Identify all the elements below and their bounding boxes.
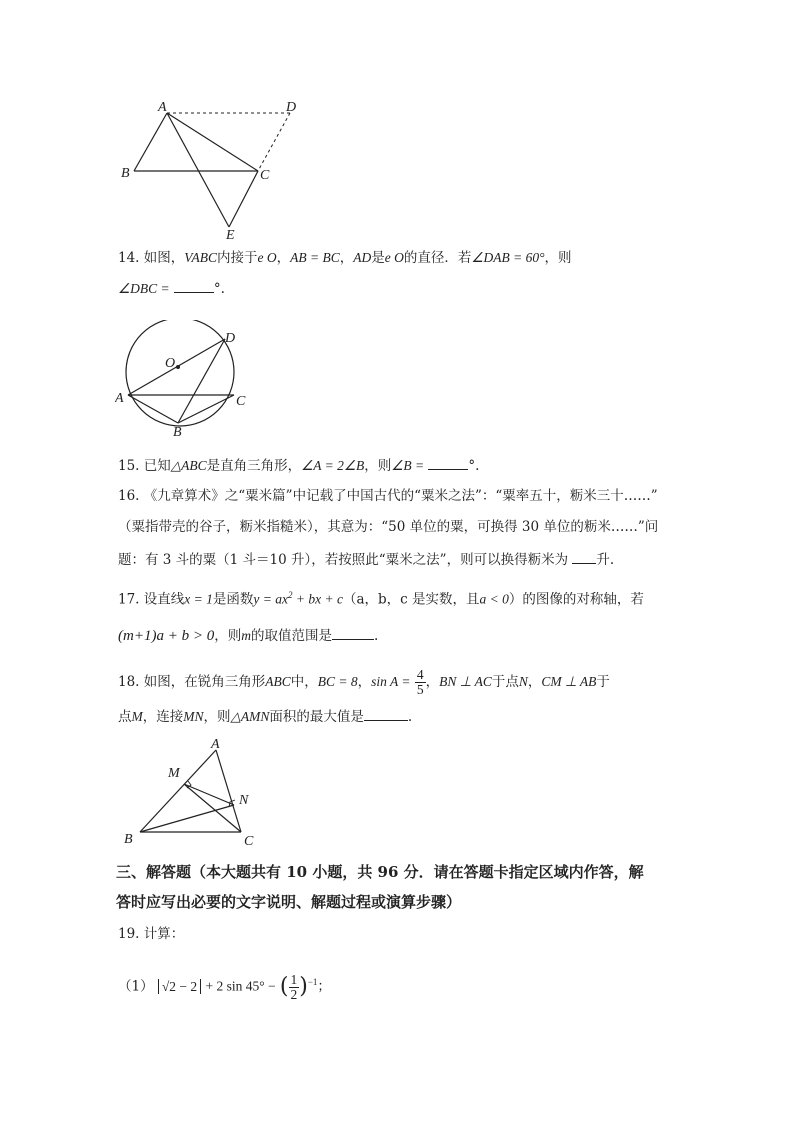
- q18-text: 点: [118, 709, 132, 725]
- question-15: [118, 455, 479, 476]
- question-19-title: 19. 计算：: [118, 926, 185, 942]
- q15-ask: ∠B =: [391, 458, 425, 473]
- q14-number: 14.: [118, 250, 140, 266]
- answer-blank[interactable]: [332, 625, 374, 640]
- question-19-part1: [118, 964, 331, 1005]
- q18-text: 中，: [290, 674, 318, 690]
- label-c: C: [260, 168, 270, 183]
- q18-triangle: △AMN: [230, 709, 270, 724]
- q17-text: ）的图像的对称轴，若: [508, 591, 644, 608]
- q17-tail: .: [373, 628, 379, 644]
- fraction-numerator: 4: [416, 667, 424, 682]
- question-18-line2: [118, 706, 412, 727]
- label-m: M: [168, 766, 180, 781]
- label-b: B: [173, 425, 182, 440]
- q14-ask: ∠DBC =: [118, 281, 170, 296]
- answer-blank[interactable]: [428, 455, 468, 470]
- q14-text: 如图，: [143, 250, 185, 266]
- q17-text: 是函数: [212, 591, 254, 608]
- q15-triangle: △ABC: [170, 458, 207, 473]
- q18-number: 18.: [118, 674, 140, 690]
- q17-number: 17.: [118, 591, 140, 608]
- label-c: C: [244, 834, 254, 849]
- q18-triangle: ABC: [265, 674, 291, 689]
- answer-blank[interactable]: [572, 549, 596, 564]
- q19-expression: + 2 sin 45° −: [205, 978, 276, 994]
- q18-text: 于点: [491, 674, 519, 690]
- q15-text: 是直角三角形，: [206, 458, 302, 474]
- q15-text: ，则: [364, 458, 392, 474]
- q15-tail: °.: [468, 458, 480, 474]
- fraction-denominator: 2: [290, 986, 298, 1002]
- q19-tail: ；: [317, 978, 331, 995]
- label-n: N: [239, 793, 249, 808]
- q17-text: 设直线: [143, 591, 185, 608]
- q18-text: 面积的最大值是: [269, 709, 364, 725]
- q14-circle: e O: [257, 250, 277, 265]
- q18-text: 于: [596, 674, 610, 690]
- q18-segment: MN: [183, 709, 204, 724]
- q17-text: ，则: [214, 628, 242, 644]
- q18-text: ，: [357, 674, 372, 690]
- label-d: D: [225, 331, 236, 346]
- q18-point: M: [131, 709, 143, 724]
- q14-text: ，: [276, 250, 291, 266]
- q18-condition: BC = 8: [317, 674, 358, 689]
- q18-text: ，: [425, 674, 440, 690]
- q17-text: 的取值范围是: [250, 628, 332, 644]
- q18-text: ，连接: [142, 709, 184, 725]
- q19-part-label: （1）: [118, 978, 154, 995]
- q14-text: 内接于: [217, 250, 258, 266]
- label-a: A: [158, 100, 167, 115]
- q14-text: 是: [371, 250, 385, 266]
- question-16-line2: （粟指带壳的谷子，粝米指糙米），其意为：“50 单位的粟，可换得 30 单位的粝米……”问: [118, 519, 659, 535]
- q19-abs-value: √2 − 2: [158, 979, 201, 994]
- q15-text: 已知: [143, 458, 171, 474]
- q17-equation: x = 1: [184, 591, 213, 607]
- q18-point: N: [518, 674, 528, 689]
- q18-sin: sin A =: [371, 674, 411, 689]
- q19-paren: ): [299, 974, 308, 999]
- q18-condition: BN ⊥ AC: [439, 674, 492, 689]
- label-a: A: [115, 391, 124, 406]
- q16-tail: 升.: [596, 552, 615, 568]
- q17-inequality: (m+1)a + b > 0: [118, 628, 215, 644]
- figure-q13: [110, 95, 310, 245]
- label-c: C: [236, 394, 246, 409]
- answer-blank[interactable]: [174, 278, 214, 293]
- q19-paren: (: [279, 974, 289, 999]
- q16-text: 题：有 3 斗的粟（1 斗＝10 升），若按照此“粟米之法”，则可以换得粝米为: [118, 552, 569, 568]
- q17-function: y = ax: [253, 591, 288, 607]
- q17-condition: a < 0: [479, 591, 509, 607]
- fraction-denominator: 5: [416, 682, 424, 697]
- label-b: B: [124, 832, 133, 847]
- label-e: E: [226, 228, 235, 243]
- q15-number: 15.: [118, 458, 140, 474]
- answer-blank[interactable]: [364, 706, 408, 721]
- q14-tail: °.: [213, 281, 225, 297]
- q18-text: ，则: [203, 709, 231, 725]
- figure-q18: [118, 732, 268, 852]
- label-b: B: [121, 166, 130, 181]
- q18-condition: CM ⊥ AB: [541, 674, 597, 689]
- question-18: [118, 668, 610, 697]
- q17-exponent: 2: [287, 590, 293, 600]
- q14-text: 的直径．若: [403, 250, 472, 266]
- label-o: O: [165, 356, 176, 371]
- q18-fraction: [415, 668, 426, 697]
- section-heading-line2: 答时应写出必要的文字说明、解题过程或演算步骤）: [116, 893, 462, 911]
- question-14-line2: [118, 278, 225, 299]
- q14-condition: AD: [353, 250, 372, 265]
- question-16-line1: 16. 《九章算术》之“粟米篇”中记载了中国古代的“粟米之法”：“粟率五十，粝米三十……”: [118, 488, 658, 504]
- question-17: [118, 585, 644, 610]
- q15-condition: ∠A = 2∠B: [301, 458, 365, 473]
- q14-triangle: VABC: [184, 250, 218, 265]
- q17-variable: m: [241, 628, 251, 643]
- q18-text: ，: [527, 674, 542, 690]
- q14-text: ，: [339, 250, 354, 266]
- label-d: D: [286, 100, 297, 115]
- fraction-numerator: 1: [290, 971, 298, 987]
- question-16-line3: [118, 549, 614, 570]
- q18-tail: .: [407, 709, 413, 725]
- q19-fraction: [289, 973, 300, 1002]
- question-17-line2: [118, 625, 378, 646]
- q14-text: ，则: [544, 250, 572, 266]
- q14-condition: ∠DAB = 60°: [471, 250, 545, 265]
- figure-q14: [115, 320, 250, 440]
- q19-exponent: −1: [307, 977, 318, 987]
- q17-function: + bx + c: [292, 591, 343, 607]
- question-14: [118, 248, 572, 268]
- label-a: A: [211, 737, 220, 752]
- q17-text: （a，b，c 是实数，且: [342, 591, 480, 608]
- q14-circle: e O: [384, 250, 404, 265]
- q14-condition: AB = BC: [290, 250, 340, 265]
- section-heading-line1: 三、解答题（本大题共有 10 小题，共 96 分．请在答题卡指定区域内作答，解: [116, 863, 644, 881]
- q18-text: 如图，在锐角三角形: [143, 674, 266, 690]
